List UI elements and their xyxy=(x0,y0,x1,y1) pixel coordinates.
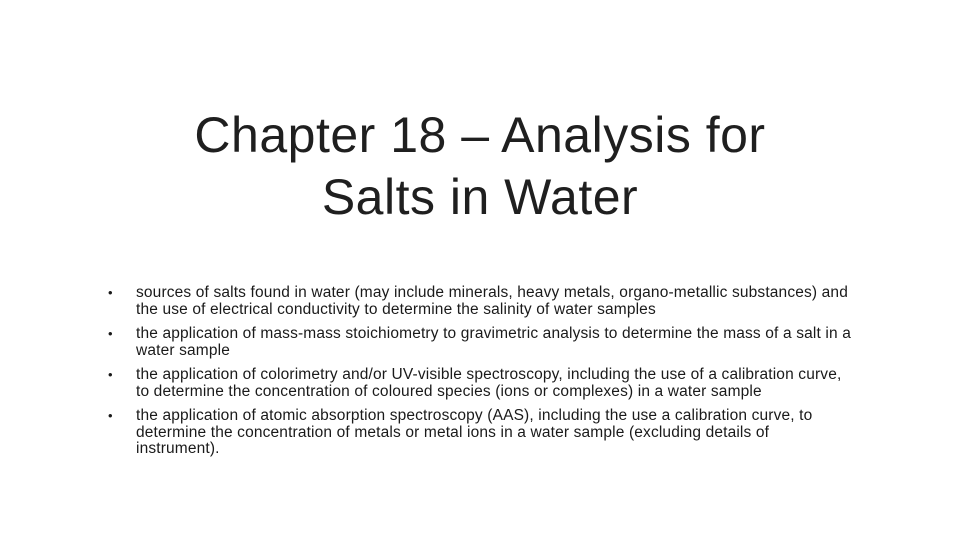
slide-title xyxy=(120,104,840,228)
slide-title-line-1: Chapter 18 – Analysis for xyxy=(194,107,766,163)
bullet-text: the application of mass-mass stoichiometry to gravimetric analysis to determine the mass of a salt in a water sample xyxy=(136,325,851,359)
slide-title-line-2: Salts in Water xyxy=(321,169,639,225)
bullet-item-colorimetry xyxy=(108,367,853,400)
bullet-item-sources-of-salts xyxy=(108,285,853,318)
bullet-text: the application of atomic absorption spectroscopy (AAS), including the use a calibration curve, to determine the concentration of metals or metal ions in a water sample (excluding details of instrument). xyxy=(136,407,813,457)
bullet-item-aas xyxy=(108,408,853,458)
bullet-icon: • xyxy=(108,285,113,300)
bullet-icon: • xyxy=(108,367,113,382)
bullet-icon: • xyxy=(108,326,113,341)
bullet-text: the application of colorimetry and/or UV-visible spectroscopy, including the use of a calibration curve, to determine the concentration of coloured species (ions or complexes) in a water sample xyxy=(136,366,842,400)
bullet-list xyxy=(108,285,853,466)
bullet-text: sources of salts found in water (may include minerals, heavy metals, organo-metallic substances) and the use of electrical conductivity to determine the salinity of water samples xyxy=(136,284,848,318)
bullet-icon: • xyxy=(108,408,113,423)
bullet-item-stoichiometry xyxy=(108,326,853,359)
